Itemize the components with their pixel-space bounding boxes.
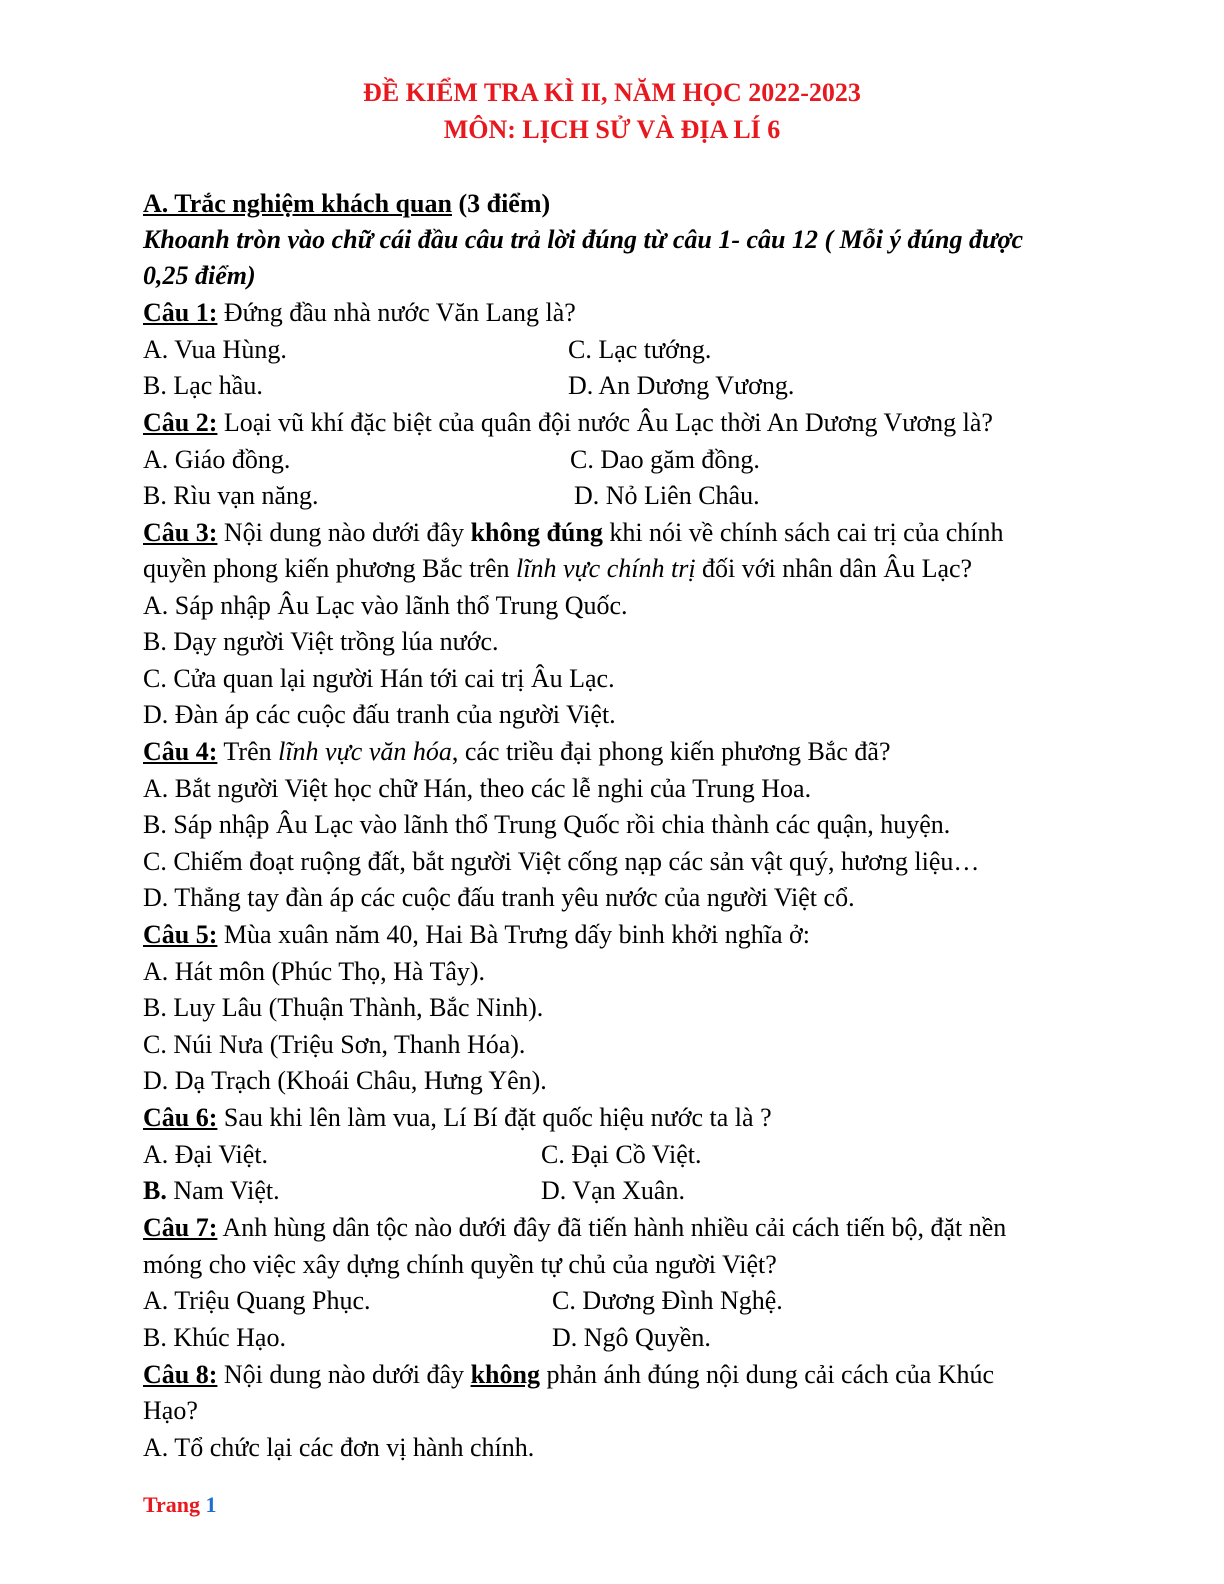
exam-title: ĐỀ KIỂM TRA KÌ II, NĂM HỌC 2022-2023 <box>363 78 861 107</box>
question-2-text: Loại vũ khí đặc biệt của quân đội nước Âu Lạc thời An Dương Vương là? <box>217 408 993 437</box>
q4-option-c: C. Chiếm đoạt ruộng đất, bắt người Việt cống nạp các sản vật quý, hương liệu… <box>143 847 980 876</box>
question-3-label: Câu 3: <box>143 518 218 547</box>
question-1-label: Câu 1: <box>143 298 218 327</box>
section-heading-line <box>143 188 550 220</box>
q3-option-b: B. Dạy người Việt trồng lúa nước. <box>143 627 499 656</box>
q6-option-c: C. Đại Cồ Việt. <box>541 1140 702 1169</box>
question-2-label: Câu 2: <box>143 408 218 437</box>
question-2 <box>143 407 993 439</box>
q8-option-a: A. Tổ chức lại các đơn vị hành chính. <box>143 1433 535 1462</box>
question-5 <box>143 919 810 951</box>
question-8 <box>143 1359 994 1391</box>
question-6 <box>143 1102 772 1134</box>
q3-option-c: C. Cửa quan lại người Hán tới cai trị Âu Lạc. <box>143 664 615 693</box>
q6-option-b-text: Nam Việt. <box>166 1176 280 1205</box>
question-7-text: Anh hùng dân tộc nào dưới đây đã tiến hành nhiều cải cách tiến bộ, đặt nền <box>217 1213 1007 1242</box>
q5-option-a: A. Hát môn (Phúc Thọ, Hà Tây). <box>143 957 486 986</box>
q2-option-d: D. Nỏ Liên Châu. <box>574 481 760 510</box>
q2-option-a: A. Giáo đồng. <box>143 445 291 474</box>
q5-option-c: C. Núi Nưa (Triệu Sơn, Thanh Hóa). <box>143 1030 526 1059</box>
question-3-line-2-end: đối với nhân dân Âu Lạc? <box>695 554 973 583</box>
q7-option-c: C. Dương Đình Nghệ. <box>552 1286 783 1315</box>
page-number: 1 <box>205 1492 217 1517</box>
q5-option-d: D. Dạ Trạch (Khoái Châu, Hưng Yên). <box>143 1066 547 1095</box>
q5-option-b: B. Luy Lâu (Thuận Thành, Bắc Ninh). <box>143 993 544 1022</box>
question-4-label: Câu 4: <box>143 737 218 766</box>
instruction-line-1: Khoanh tròn vào chữ cái đầu câu trả lời đúng từ câu 1- câu 12 ( Mỗi ý đúng được <box>143 225 1024 254</box>
q2-option-c: C. Dao găm đồng. <box>570 445 760 474</box>
q6-option-b <box>143 1175 280 1207</box>
q6-option-a: A. Đại Việt. <box>143 1140 269 1169</box>
q3-option-d: D. Đàn áp các cuộc đấu tranh của người Việt. <box>143 700 616 729</box>
question-8-emphasis: không <box>470 1360 540 1389</box>
question-4 <box>143 736 891 768</box>
q6-option-b-letter: B. <box>143 1176 167 1205</box>
section-heading: A. Trắc nghiệm khách quan <box>143 189 452 218</box>
question-3-emphasis: không đúng <box>470 518 603 547</box>
question-8-label: Câu 8: <box>143 1360 218 1389</box>
q7-option-b: B. Khúc Hạo. <box>143 1323 286 1352</box>
question-4-text: Trên <box>217 737 279 766</box>
question-1-text: Đứng đầu nhà nước Văn Lang là? <box>217 298 576 327</box>
instruction-line-2: 0,25 điểm) <box>143 261 256 290</box>
q3-option-a: A. Sáp nhập Âu Lạc vào lãnh thổ Trung Quốc. <box>143 591 628 620</box>
q1-option-d: D. An Dương Vương. <box>568 371 795 400</box>
q4-option-d: D. Thẳng tay đàn áp các cuộc đấu tranh yêu nước của người Việt cổ. <box>143 883 855 912</box>
question-3-line-2-start: quyền phong kiến phương Bắc trên <box>143 554 516 583</box>
question-7-label: Câu 7: <box>143 1213 218 1242</box>
question-3-italic: lĩnh vực chính trị <box>516 554 696 583</box>
question-5-label: Câu 5: <box>143 920 218 949</box>
question-4-text-end: , các triều đại phong kiến phương Bắc đã? <box>451 737 891 766</box>
page-footer <box>143 1492 217 1518</box>
question-1 <box>143 297 576 329</box>
question-3-line-2 <box>143 553 972 585</box>
q1-option-a: A. Vua Hùng. <box>143 335 287 364</box>
q1-option-b: B. Lạc hầu. <box>143 371 263 400</box>
question-6-text: Sau khi lên làm vua, Lí Bí đặt quốc hiệu nước ta là ? <box>217 1103 772 1132</box>
q7-option-d: D. Ngô Quyền. <box>552 1323 711 1352</box>
q7-option-a: A. Triệu Quang Phục. <box>143 1286 371 1315</box>
question-6-label: Câu 6: <box>143 1103 218 1132</box>
question-7-line-2: móng cho việc xây dựng chính quyền tự chủ của người Việt? <box>143 1250 777 1279</box>
question-3-text: Nội dung nào dưới đây <box>217 518 471 547</box>
q1-option-c: C. Lạc tướng. <box>568 335 712 364</box>
q6-option-d: D. Vạn Xuân. <box>541 1176 685 1205</box>
q4-option-b: B. Sáp nhập Âu Lạc vào lãnh thổ Trung Quốc rồi chia thành các quận, huyện. <box>143 810 951 839</box>
question-5-text: Mùa xuân năm 40, Hai Bà Trưng dấy binh khởi nghĩa ở: <box>217 920 811 949</box>
question-3-text-end: khi nói về chính sách cai trị của chính <box>602 518 1004 547</box>
question-8-text-end: phản ánh đúng nội dung cải cách của Khúc <box>539 1360 995 1389</box>
question-8-line-2: Hạo? <box>143 1396 198 1425</box>
question-8-text: Nội dung nào dưới đây <box>217 1360 471 1389</box>
question-3 <box>143 517 1004 549</box>
question-4-italic: lĩnh vực văn hóa <box>278 737 452 766</box>
section-points: (3 điểm) <box>451 189 551 218</box>
exam-subject: MÔN: LỊCH SỬ VÀ ĐỊA LÍ 6 <box>443 115 781 144</box>
page-word: Trang <box>143 1492 206 1517</box>
q2-option-b: B. Rìu vạn năng. <box>143 481 319 510</box>
q4-option-a: A. Bắt người Việt học chữ Hán, theo các lễ nghi của Trung Hoa. <box>143 774 812 803</box>
question-7 <box>143 1212 1006 1244</box>
